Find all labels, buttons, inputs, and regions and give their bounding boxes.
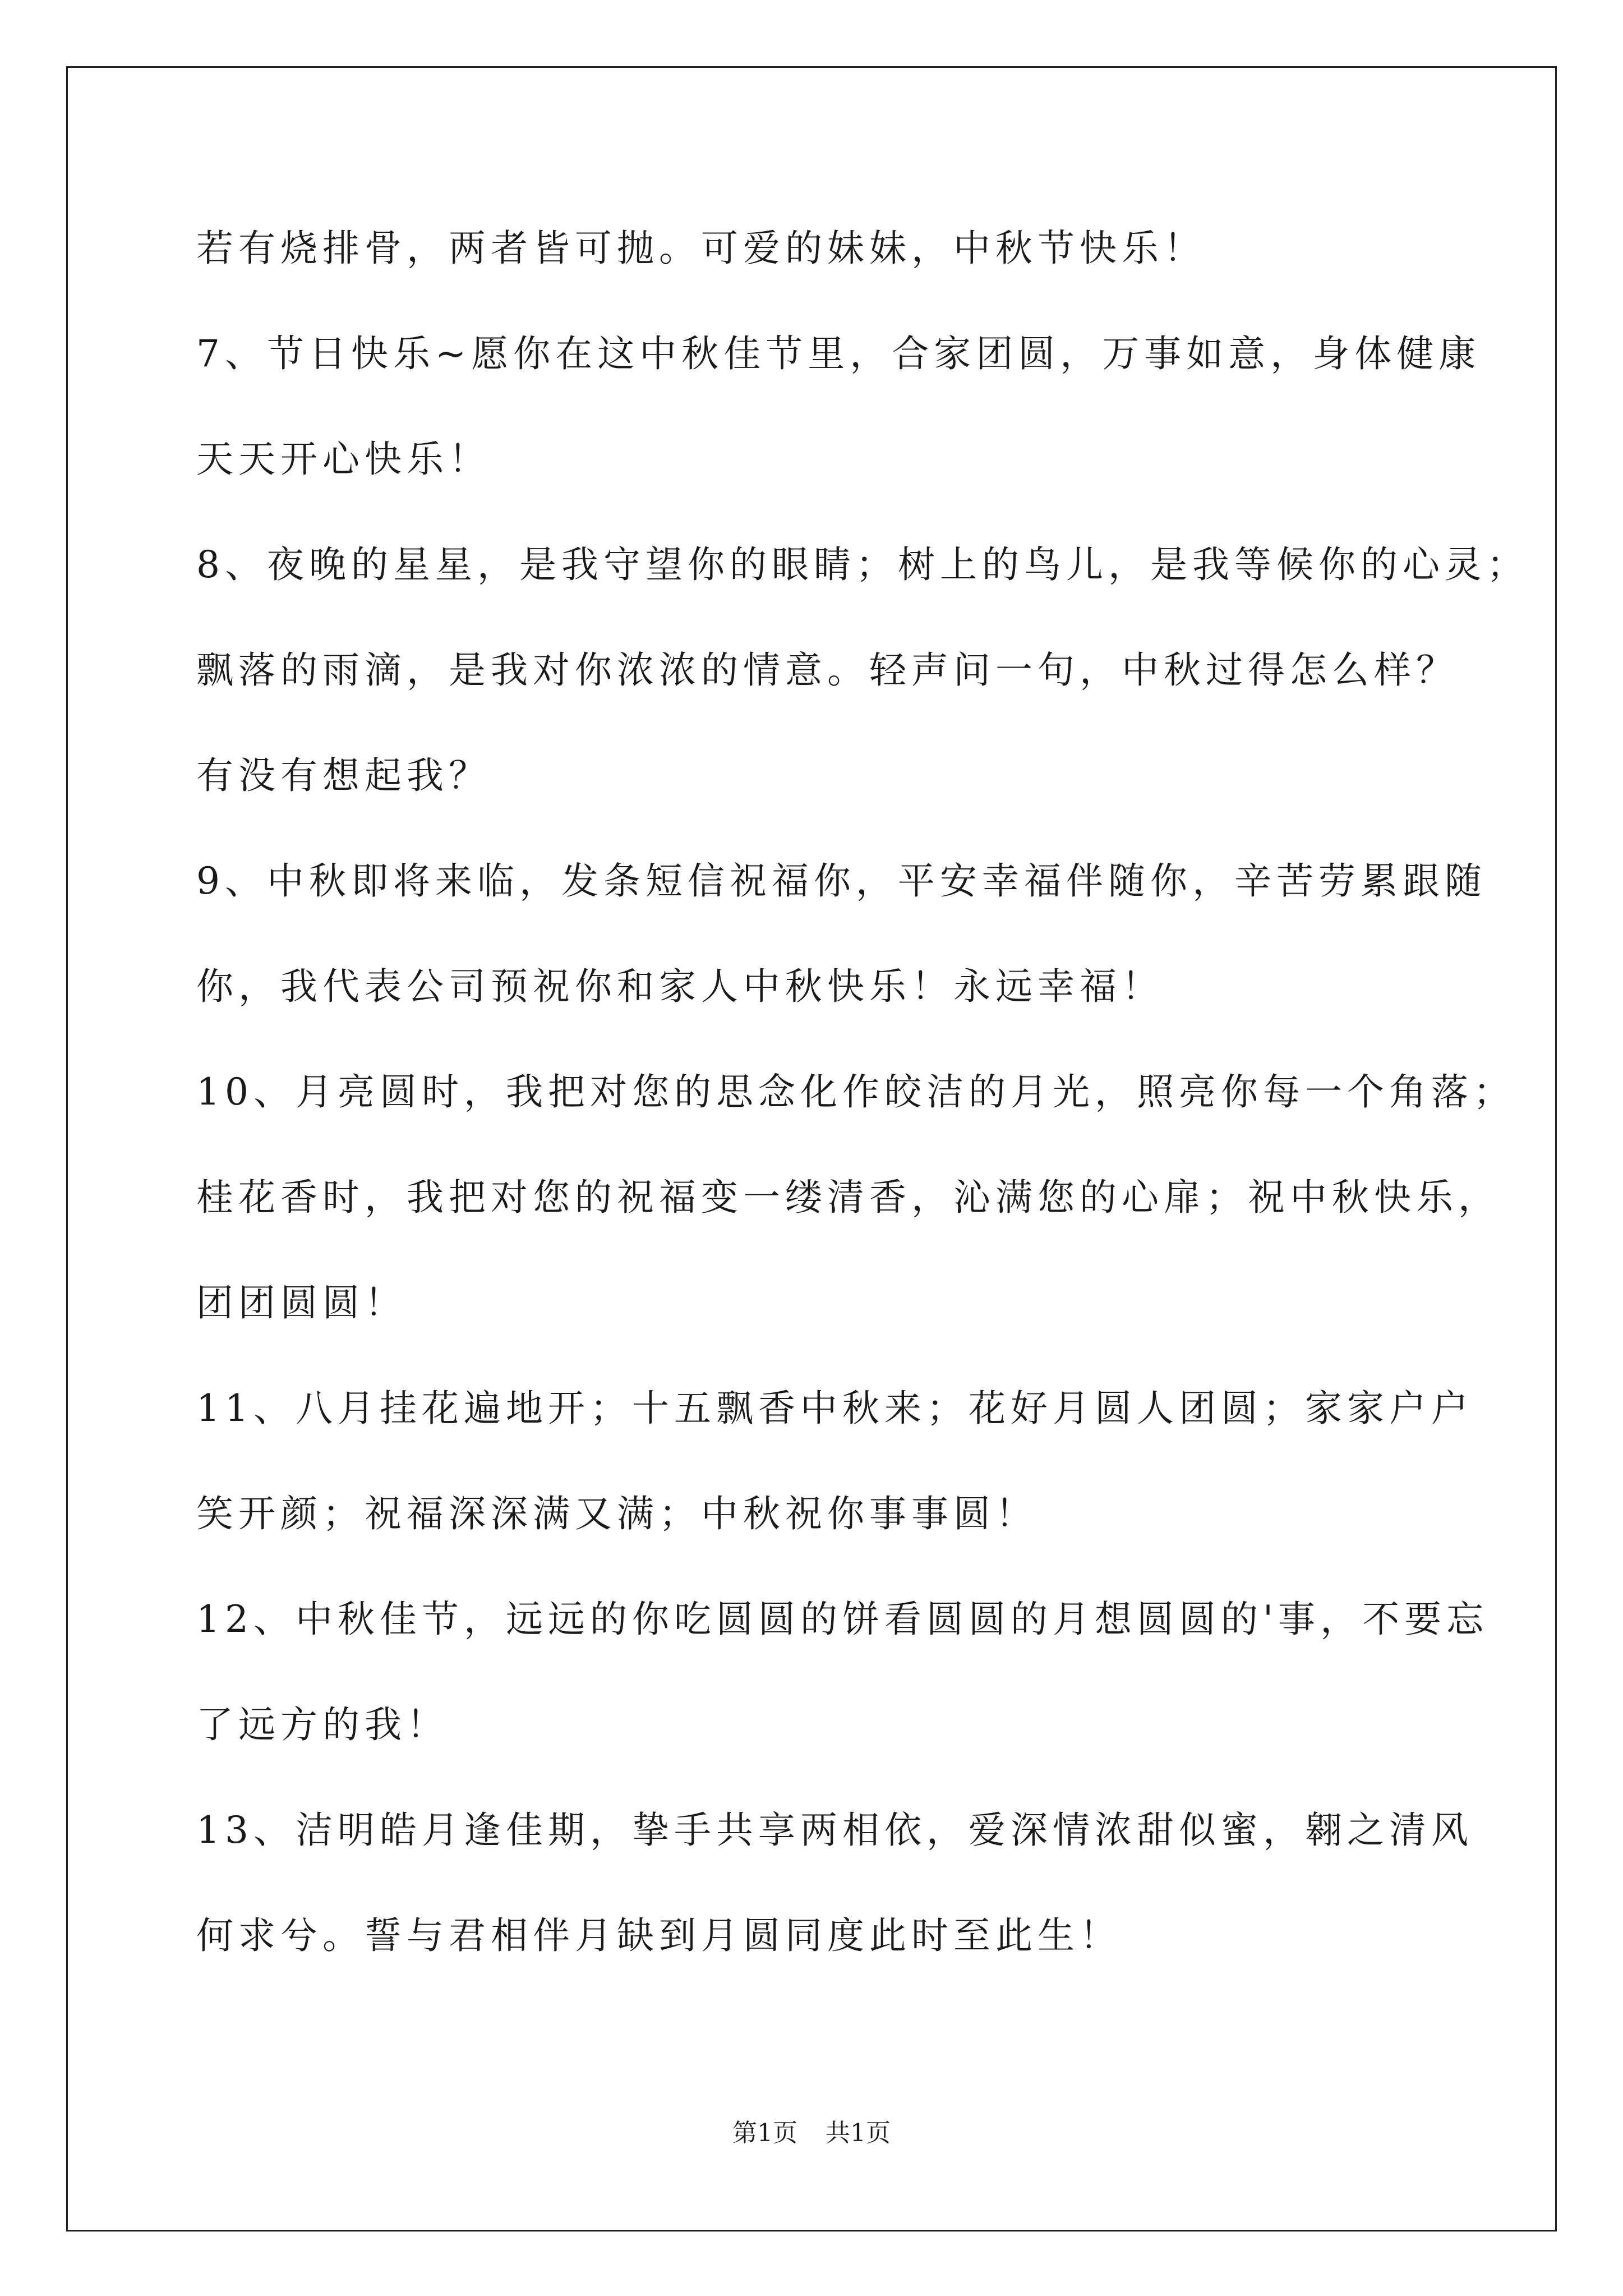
text-line: 飘落的雨滴，是我对你浓浓的情意。轻声问一句，中秋过得怎么样？ <box>196 648 1458 692</box>
text-line: 8、夜晚的星星，是我守望你的眼睛；树上的鸟儿，是我等候你的心灵； <box>196 543 1529 586</box>
text-line: 笑开颜；祝福深深满又满；中秋祝你事事圆！ <box>196 1492 1038 1535</box>
page-number-total: 共1页 <box>826 2119 891 2147</box>
text-line: 7、节日快乐~愿你在这中秋佳节里，合家团圆，万事如意，身体健康 <box>196 332 1481 375</box>
text-line: 若有烧排骨，两者皆可抛。可爱的妹妹，中秋节快乐！ <box>196 227 1206 270</box>
text-line: 有没有想起我？ <box>196 754 491 797</box>
text-line: 团团圆圆！ <box>196 1281 407 1324</box>
page-footer <box>0 2118 1623 2149</box>
text-line: 了远方的我！ <box>196 1703 449 1746</box>
text-line: 9、中秋即将来临，发条短信祝福你，平安幸福伴随你，辛苦劳累跟随 <box>196 859 1487 903</box>
text-line: 天天开心快乐！ <box>196 438 491 481</box>
text-line: 桂花香时，我把对您的祝福变一缕清香，沁满您的心扉；祝中秋快乐， <box>196 1176 1500 1219</box>
text-line: 10、月亮圆时，我把对您的思念化作皎洁的月光，照亮你每一个角落； <box>196 1070 1515 1114</box>
text-line: 何求兮。誓与君相伴月缺到月圆同度此时至此生！ <box>196 1914 1122 1957</box>
text-line: 13、洁明皓月逢佳期，挚手共享两相依，爱深情浓甜似蜜，翱之清风 <box>196 1809 1473 1852</box>
text-line: 12、中秋佳节，远远的你吃圆圆的饼看圆圆的月想圆圆的'事，不要忘 <box>196 1598 1489 1641</box>
page-number-current: 第1页 <box>732 2119 797 2147</box>
document-body <box>196 222 1529 2014</box>
text-line: 11、八月挂花遍地开；十五飘香中秋来；花好月圆人团圆；家家户户 <box>196 1387 1473 1430</box>
text-line: 你，我代表公司预祝你和家人中秋快乐！永远幸福！ <box>196 965 1164 1008</box>
